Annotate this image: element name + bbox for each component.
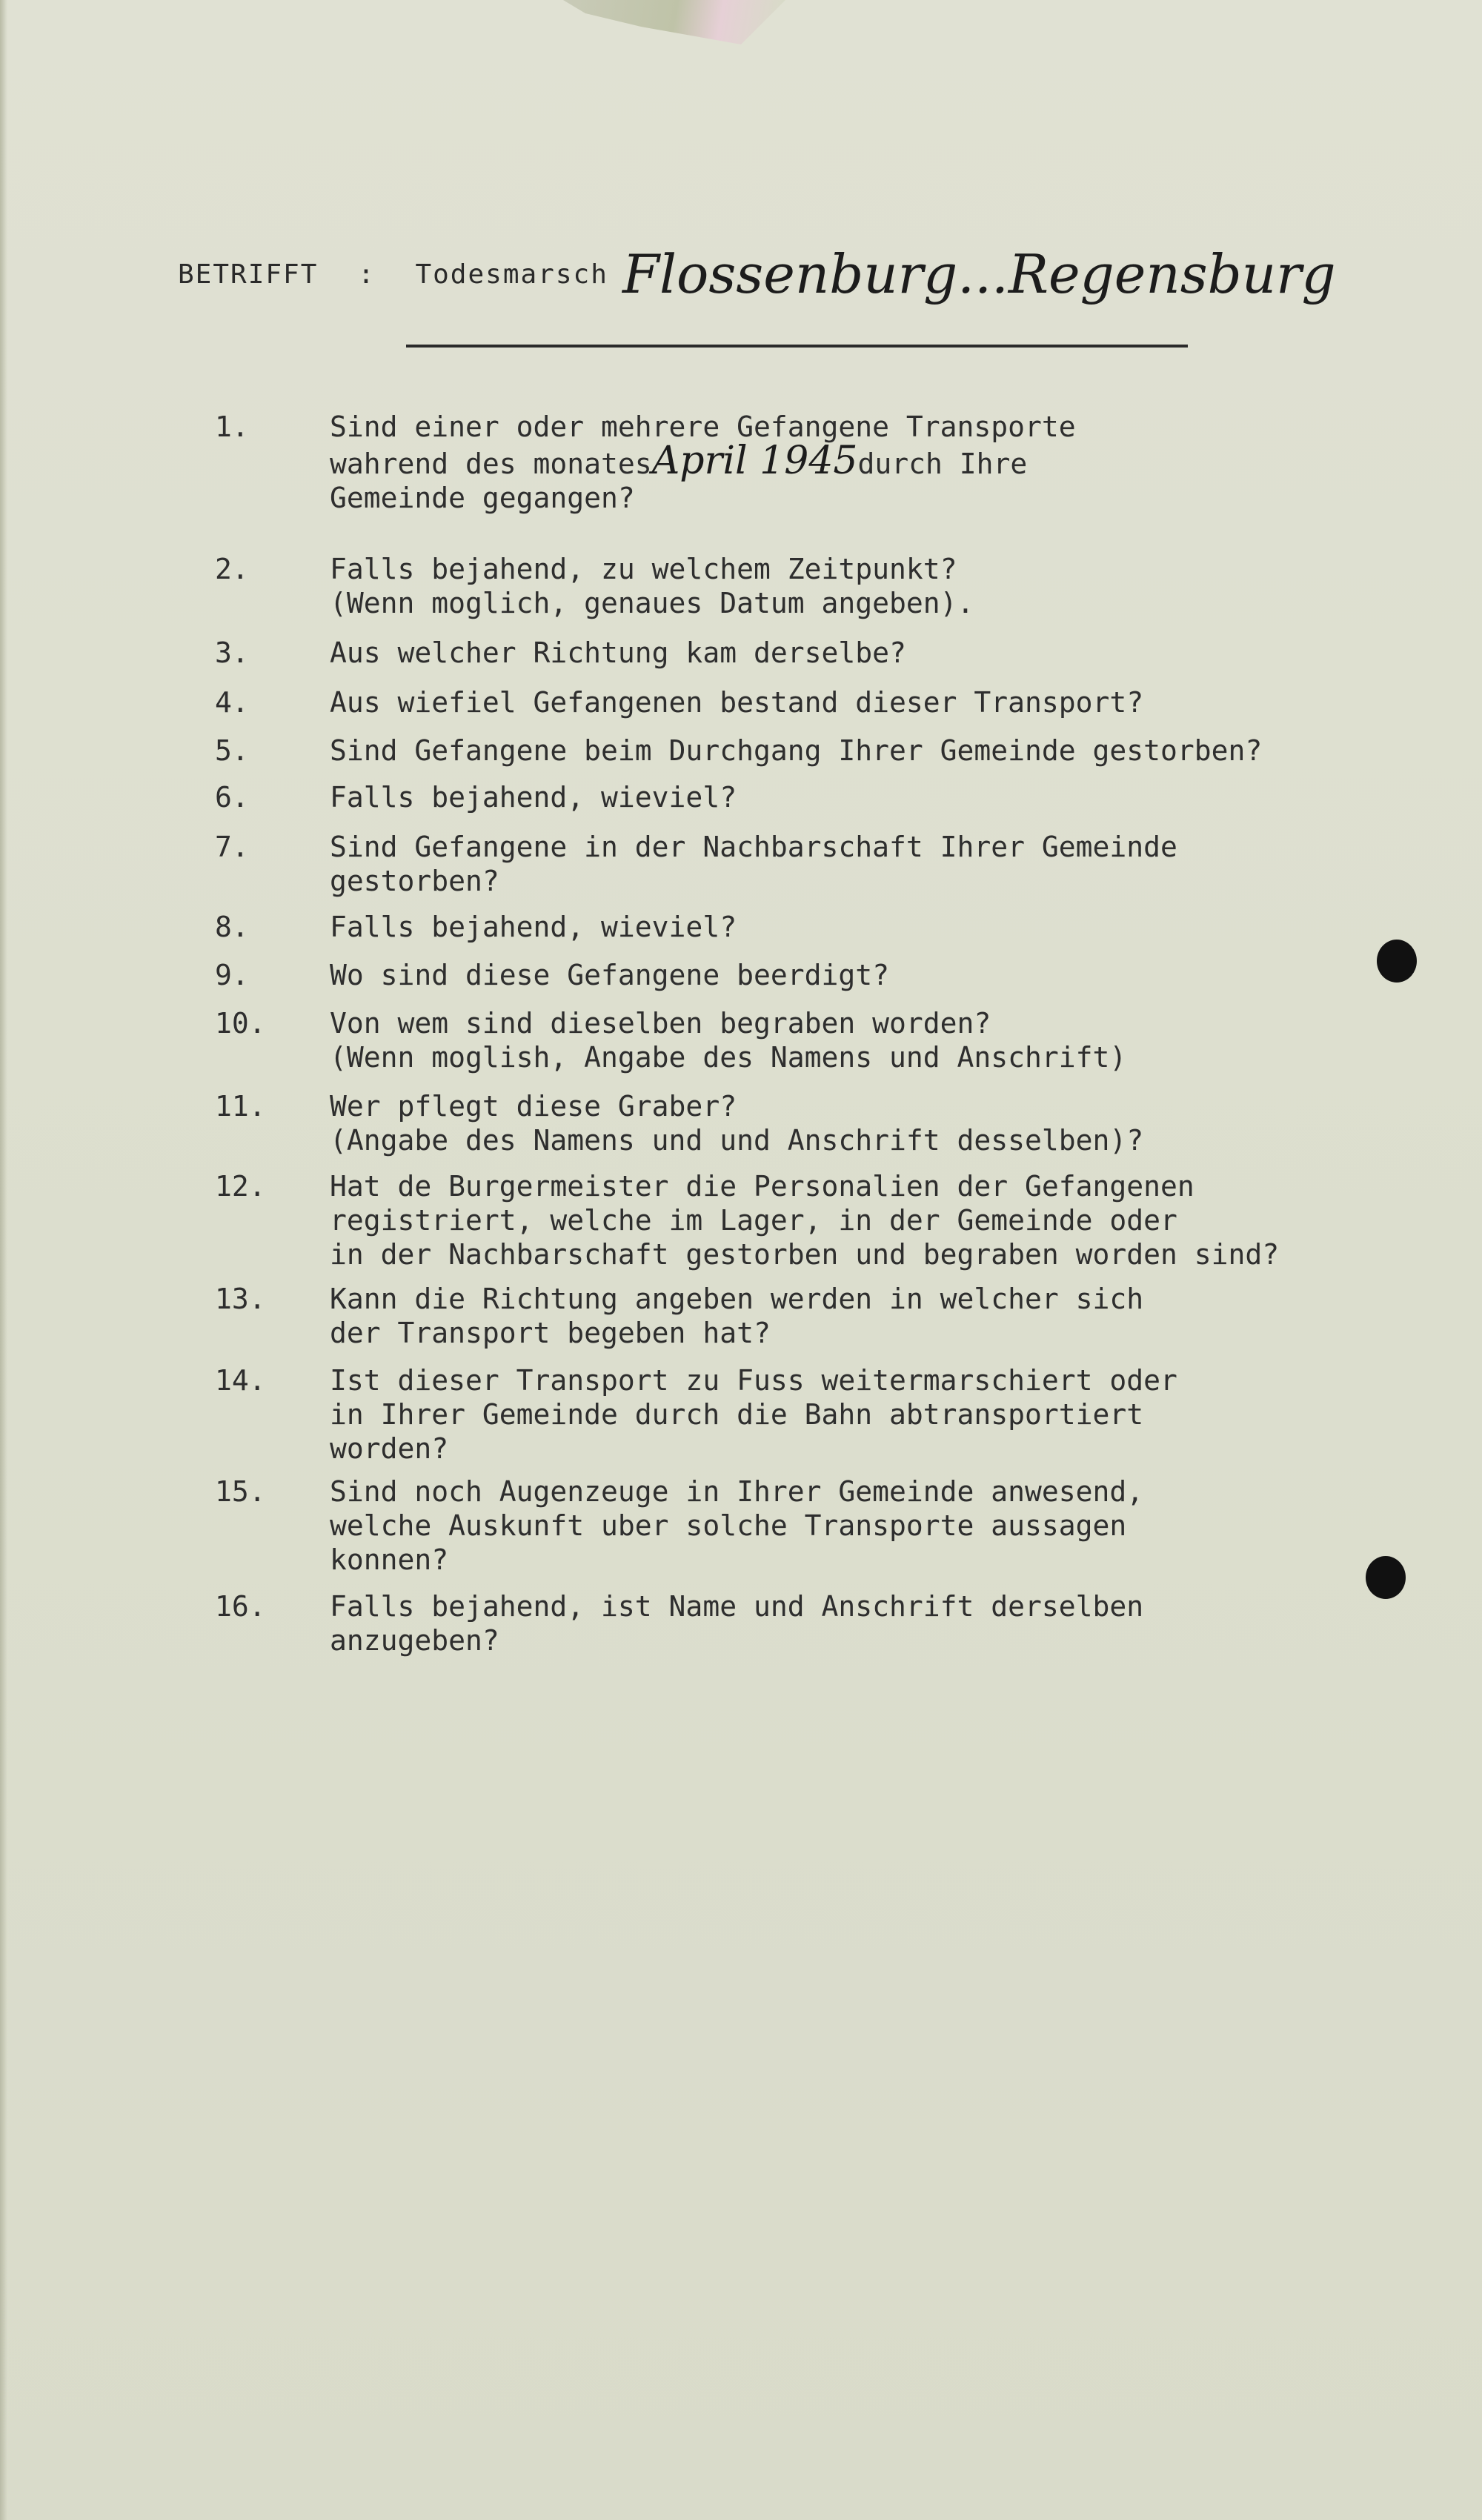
question-number: 9. bbox=[215, 959, 249, 991]
question-text: Hat de Burgermeister die Personalien der Gefangenen registriert, welche im Lager, in der Gemeinde oder in der Nachbarschaft gestorben und begraben worden sind? bbox=[330, 1170, 1280, 1271]
question-number: 2. bbox=[215, 553, 249, 585]
question-text: Sind Gefangene in der Nachbarschaft Ihrer Gemeinde gestorben? bbox=[330, 831, 1177, 897]
punch-hole-icon bbox=[1366, 1556, 1406, 1599]
subject-line bbox=[178, 243, 1336, 305]
handwritten-month: April 1945 bbox=[651, 439, 858, 483]
question-number: 6. bbox=[215, 781, 249, 814]
question-number: 13. bbox=[215, 1283, 266, 1315]
question-text: Sind noch Augenzeuge in Ihrer Gemeinde anwesend, welche Auskunft uber solche Transporte aussagen konnen? bbox=[330, 1475, 1144, 1576]
question-number: 3. bbox=[215, 636, 249, 669]
question-number: 5. bbox=[215, 734, 249, 767]
question-text: Sind Gefangene beim Durchgang Ihrer Gemeinde gestorben? bbox=[330, 734, 1263, 767]
question-1 bbox=[215, 410, 1076, 546]
question-number: 7. bbox=[215, 831, 249, 863]
question-text: Sind einer oder mehrere Gefangene Transporte wahrend des monatesApril 1945durch Ihre Gemeinde gegangen? bbox=[330, 410, 1076, 514]
question-number: 16. bbox=[215, 1590, 266, 1623]
subject-underline bbox=[406, 345, 1188, 348]
question-number: 14. bbox=[215, 1364, 266, 1397]
subject-title: Todesmarsch bbox=[415, 259, 608, 290]
question-text: Aus wiefiel Gefangenen bestand dieser Transport? bbox=[330, 686, 1144, 719]
question-text: Falls bejahend, zu welchem Zeitpunkt? (Wenn moglich, genaues Datum angeben). bbox=[330, 553, 974, 619]
question-number: 11. bbox=[215, 1090, 266, 1123]
subject-colon: : bbox=[358, 259, 376, 290]
torn-corner bbox=[563, 0, 785, 44]
question-number: 15. bbox=[215, 1475, 266, 1508]
question-number: 4. bbox=[215, 686, 249, 719]
punch-hole-icon bbox=[1377, 940, 1417, 983]
question-text: Falls bejahend, wieviel? bbox=[330, 911, 737, 943]
subject-label: BETRIFFT bbox=[178, 259, 319, 290]
question-number: 10. bbox=[215, 1007, 266, 1040]
question-text: Falls bejahend, wieviel? bbox=[330, 781, 737, 814]
question-text: Wo sind diese Gefangene beerdigt? bbox=[330, 959, 889, 991]
page-edge-shadow bbox=[0, 0, 7, 2520]
question-text: Aus welcher Richtung kam derselbe? bbox=[330, 636, 906, 669]
question-text: Wer pflegt diese Graber? (Angabe des Namens und und Anschrift desselben)? bbox=[330, 1090, 1144, 1157]
question-number: 12. bbox=[215, 1170, 266, 1203]
question-text: Von wem sind dieselben begraben worden? (Wenn moglish, Angabe des Namens und Anschrift) bbox=[330, 1007, 1127, 1074]
question-16 bbox=[215, 1589, 1144, 1726]
handwritten-route: Flossenburg...Regensburg bbox=[622, 243, 1336, 305]
question-text: Falls bejahend, ist Name und Anschrift derselben anzugeben? bbox=[330, 1590, 1144, 1657]
question-number: 1. bbox=[215, 410, 249, 443]
question-text: Kann die Richtung angeben werden in welcher sich der Transport begeben hat? bbox=[330, 1283, 1144, 1349]
question-text: Ist dieser Transport zu Fuss weitermarschiert oder in Ihrer Gemeinde durch die Bahn abtransportiert worden? bbox=[330, 1364, 1177, 1465]
question-number: 8. bbox=[215, 911, 249, 943]
